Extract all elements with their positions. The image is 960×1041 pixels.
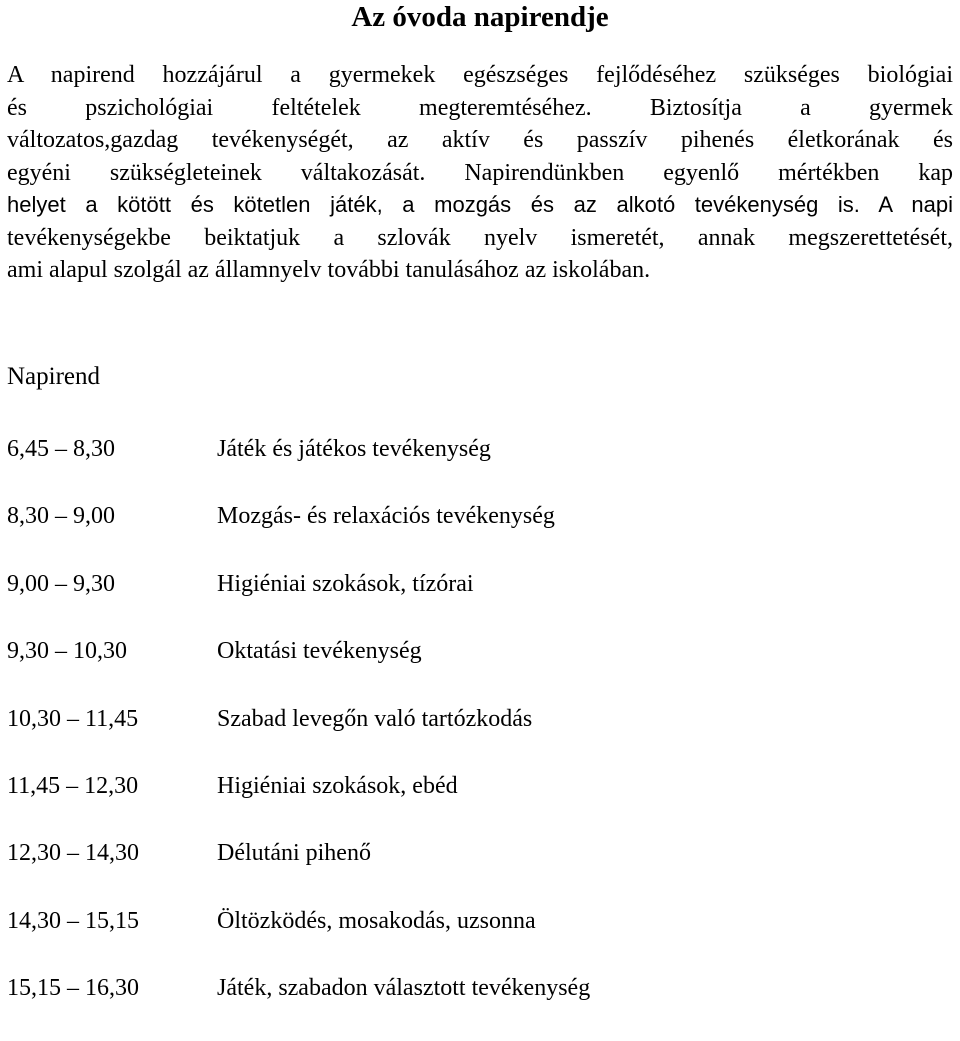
schedule-time: 14,30 – 15,15 <box>7 907 139 934</box>
intro-line: tevékenységekbe beiktatjuk a szlovák nyelv ismeretét, annak megszerettetését, <box>7 224 953 251</box>
schedule-row <box>7 771 907 838</box>
schedule-row <box>7 569 907 636</box>
intro-line: helyet a kötött és kötetlen játék, a mozgás és az alkotó tevékenység is. A napi <box>7 192 953 217</box>
schedule-heading: Napirend <box>7 363 101 390</box>
schedule-list <box>7 434 907 1041</box>
schedule-row <box>7 973 907 1040</box>
schedule-row <box>7 906 907 973</box>
schedule-activity: Mozgás- és relaxációs tevékenység <box>217 503 555 530</box>
schedule-activity: Oktatási tevékenység <box>217 638 422 665</box>
intro-line: és pszichológiai feltételek megteremtéséhez. Biztosítja a gyermek <box>7 94 953 121</box>
schedule-time: 15,15 – 16,30 <box>7 975 139 1002</box>
schedule-time: 9,30 – 10,30 <box>7 638 127 665</box>
schedule-row <box>7 704 907 771</box>
schedule-row <box>7 636 907 703</box>
schedule-time: 8,30 – 9,00 <box>7 503 115 530</box>
schedule-activity: Higiéniai szokások, tízórai <box>217 570 474 597</box>
intro-line: egyéni szükségleteinek váltakozását. Napirendünkben egyenlő mértékben kap <box>7 159 953 186</box>
schedule-time: 12,30 – 14,30 <box>7 840 139 867</box>
schedule-activity: Délutáni pihenő <box>217 840 371 867</box>
schedule-activity: Szabad levegőn való tartózkodás <box>217 705 533 732</box>
page-title: Az óvoda napirendje <box>351 1 609 33</box>
intro-line: A napirend hozzájárul a gyermekek egészséges fejlődéséhez szükséges biológiai <box>7 62 953 88</box>
schedule-row <box>7 501 907 568</box>
schedule-activity: Higiéniai szokások, ebéd <box>217 772 458 799</box>
intro-line: változatos,gazdag tevékenységét, az aktív és passzív pihenés életkorának és <box>7 127 953 153</box>
schedule-row <box>7 434 907 501</box>
schedule-row <box>7 838 907 905</box>
intro-line: ami alapul szolgál az államnyelv további tanulásához az iskolában. <box>7 257 651 283</box>
schedule-time: 6,45 – 8,30 <box>7 436 115 462</box>
schedule-activity: Játék, szabadon választott tevékenység <box>217 975 591 1002</box>
schedule-activity: Játék és játékos tevékenység <box>217 436 491 462</box>
schedule-time: 11,45 – 12,30 <box>7 772 139 799</box>
schedule-time: 9,00 – 9,30 <box>7 570 115 597</box>
schedule-time: 10,30 – 11,45 <box>7 705 139 732</box>
schedule-activity: Öltözködés, mosakodás, uzsonna <box>217 907 536 934</box>
intro-paragraph <box>7 59 953 287</box>
